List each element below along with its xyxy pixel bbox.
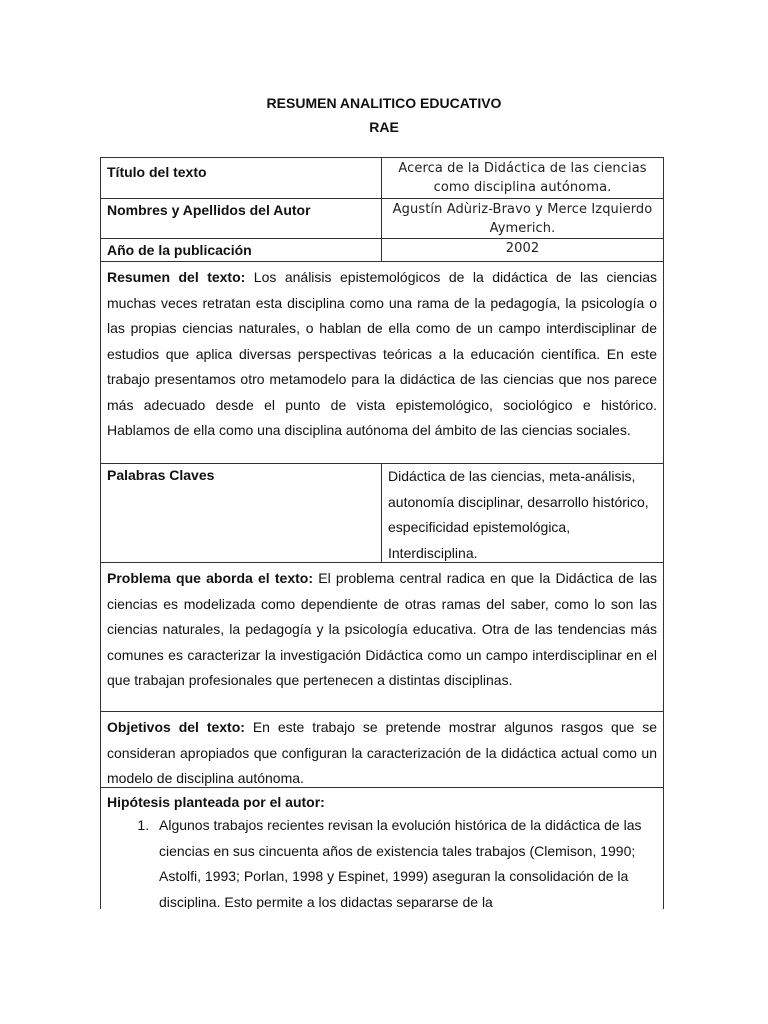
rae-table bbox=[100, 157, 664, 909]
row-titulo bbox=[101, 158, 663, 199]
row-hipotesis bbox=[101, 788, 663, 909]
row-anio bbox=[101, 239, 663, 262]
row-resumen bbox=[101, 262, 663, 464]
hipotesis-list bbox=[107, 813, 657, 909]
hipotesis-item: 1. Algunos trabajos recientes revisan la evolución histórica de la didáctica de las ciencias en sus cincuenta años de existencia tales trabajos (Clemison, 1990; Astolfi, 1993; Porlan, 1998 y Espinet, 1999) aseguran la consolidación de la disciplina. Esto permite a los didactas separarse de la bbox=[153, 813, 657, 909]
row-objetivos bbox=[101, 712, 663, 788]
problema-paragraph bbox=[107, 566, 657, 694]
cell-autor-value bbox=[382, 199, 663, 238]
palabras-value: Didáctica de las ciencias, meta-análisis, autonomía disciplinar, desarrollo histórico, especificidad epistemológica, Interdisciplina. bbox=[388, 468, 649, 561]
cell-autor-label bbox=[101, 199, 382, 238]
autor-label: Nombres y Apellidos del Autor bbox=[107, 202, 311, 218]
cell-palabras-label bbox=[101, 464, 382, 562]
resumen-text: Los análisis epistemológicos de la didáctica de las ciencias muchas veces retratan esta disciplina como una rama de la pedagogía, la psicología o las propias ciencias naturales, o hablan de ella como de un campo interdisciplinar de estudios que aplica diversas perspectivas teóricas a la educación científica. En este trabajo presentamos otro metamodelo para la didáctica de las ciencias que nos parece más adecuado desde el punto de vista epistemológico, sociológico e histórico. Hablamos de ella como una disciplina autónoma del ámbito de las ciencias sociales. bbox=[107, 269, 657, 438]
hipotesis-label: Hipótesis planteada por el autor: bbox=[107, 794, 325, 810]
document-subtitle: RAE bbox=[369, 119, 399, 135]
problema-label: Problema que aborda el texto: bbox=[107, 570, 314, 586]
cell-titulo-value bbox=[382, 158, 663, 198]
row-problema bbox=[101, 563, 663, 712]
anio-label: Año de la publicación bbox=[107, 242, 252, 258]
autor-value-line1: Agustín Adùriz-Bravo y Merce Izquierdo bbox=[392, 202, 653, 217]
titulo-value-line1: Acerca de la Didáctica de las ciencias bbox=[398, 161, 647, 176]
cell-titulo-label bbox=[101, 158, 382, 198]
document-title: RESUMEN ANALITICO EDUCATIVO bbox=[266, 95, 502, 111]
resumen-label: Resumen del texto: bbox=[107, 269, 246, 285]
autor-value-line2: Aymerich. bbox=[489, 221, 556, 236]
row-autor bbox=[101, 199, 663, 239]
cell-anio-label bbox=[101, 239, 382, 261]
objetivos-text: En este trabajo se pretende mostrar algunos rasgos que se consideran apropiados que configuran la caracterización de la didáctica actual como un modelo de disciplina autónoma. bbox=[107, 719, 658, 786]
row-palabras bbox=[101, 464, 663, 563]
cell-palabras-value bbox=[382, 464, 663, 562]
objetivos-label: Objetivos del texto: bbox=[107, 719, 245, 735]
objetivos-paragraph bbox=[107, 715, 657, 792]
titulo-label: Título del texto bbox=[107, 164, 207, 180]
resumen-paragraph bbox=[107, 265, 657, 444]
titulo-value-line2: como disciplina autónoma. bbox=[433, 180, 612, 195]
cell-anio-value bbox=[382, 239, 663, 261]
anio-value: 2002 bbox=[505, 241, 540, 256]
problema-text: El problema central radica en que la Didáctica de las ciencias es modelizada como dependiente de otras ramas del saber, como lo son las ciencias naturales, la pedagogía y la psicología educativa. Otra de las tendencias más comunes es caracterizar la investigación Didáctica como un campo interdisciplinar en el que trabajan profesionales que pertenecen a distintas disciplinas. bbox=[107, 570, 657, 688]
palabras-label: Palabras Claves bbox=[107, 467, 215, 483]
